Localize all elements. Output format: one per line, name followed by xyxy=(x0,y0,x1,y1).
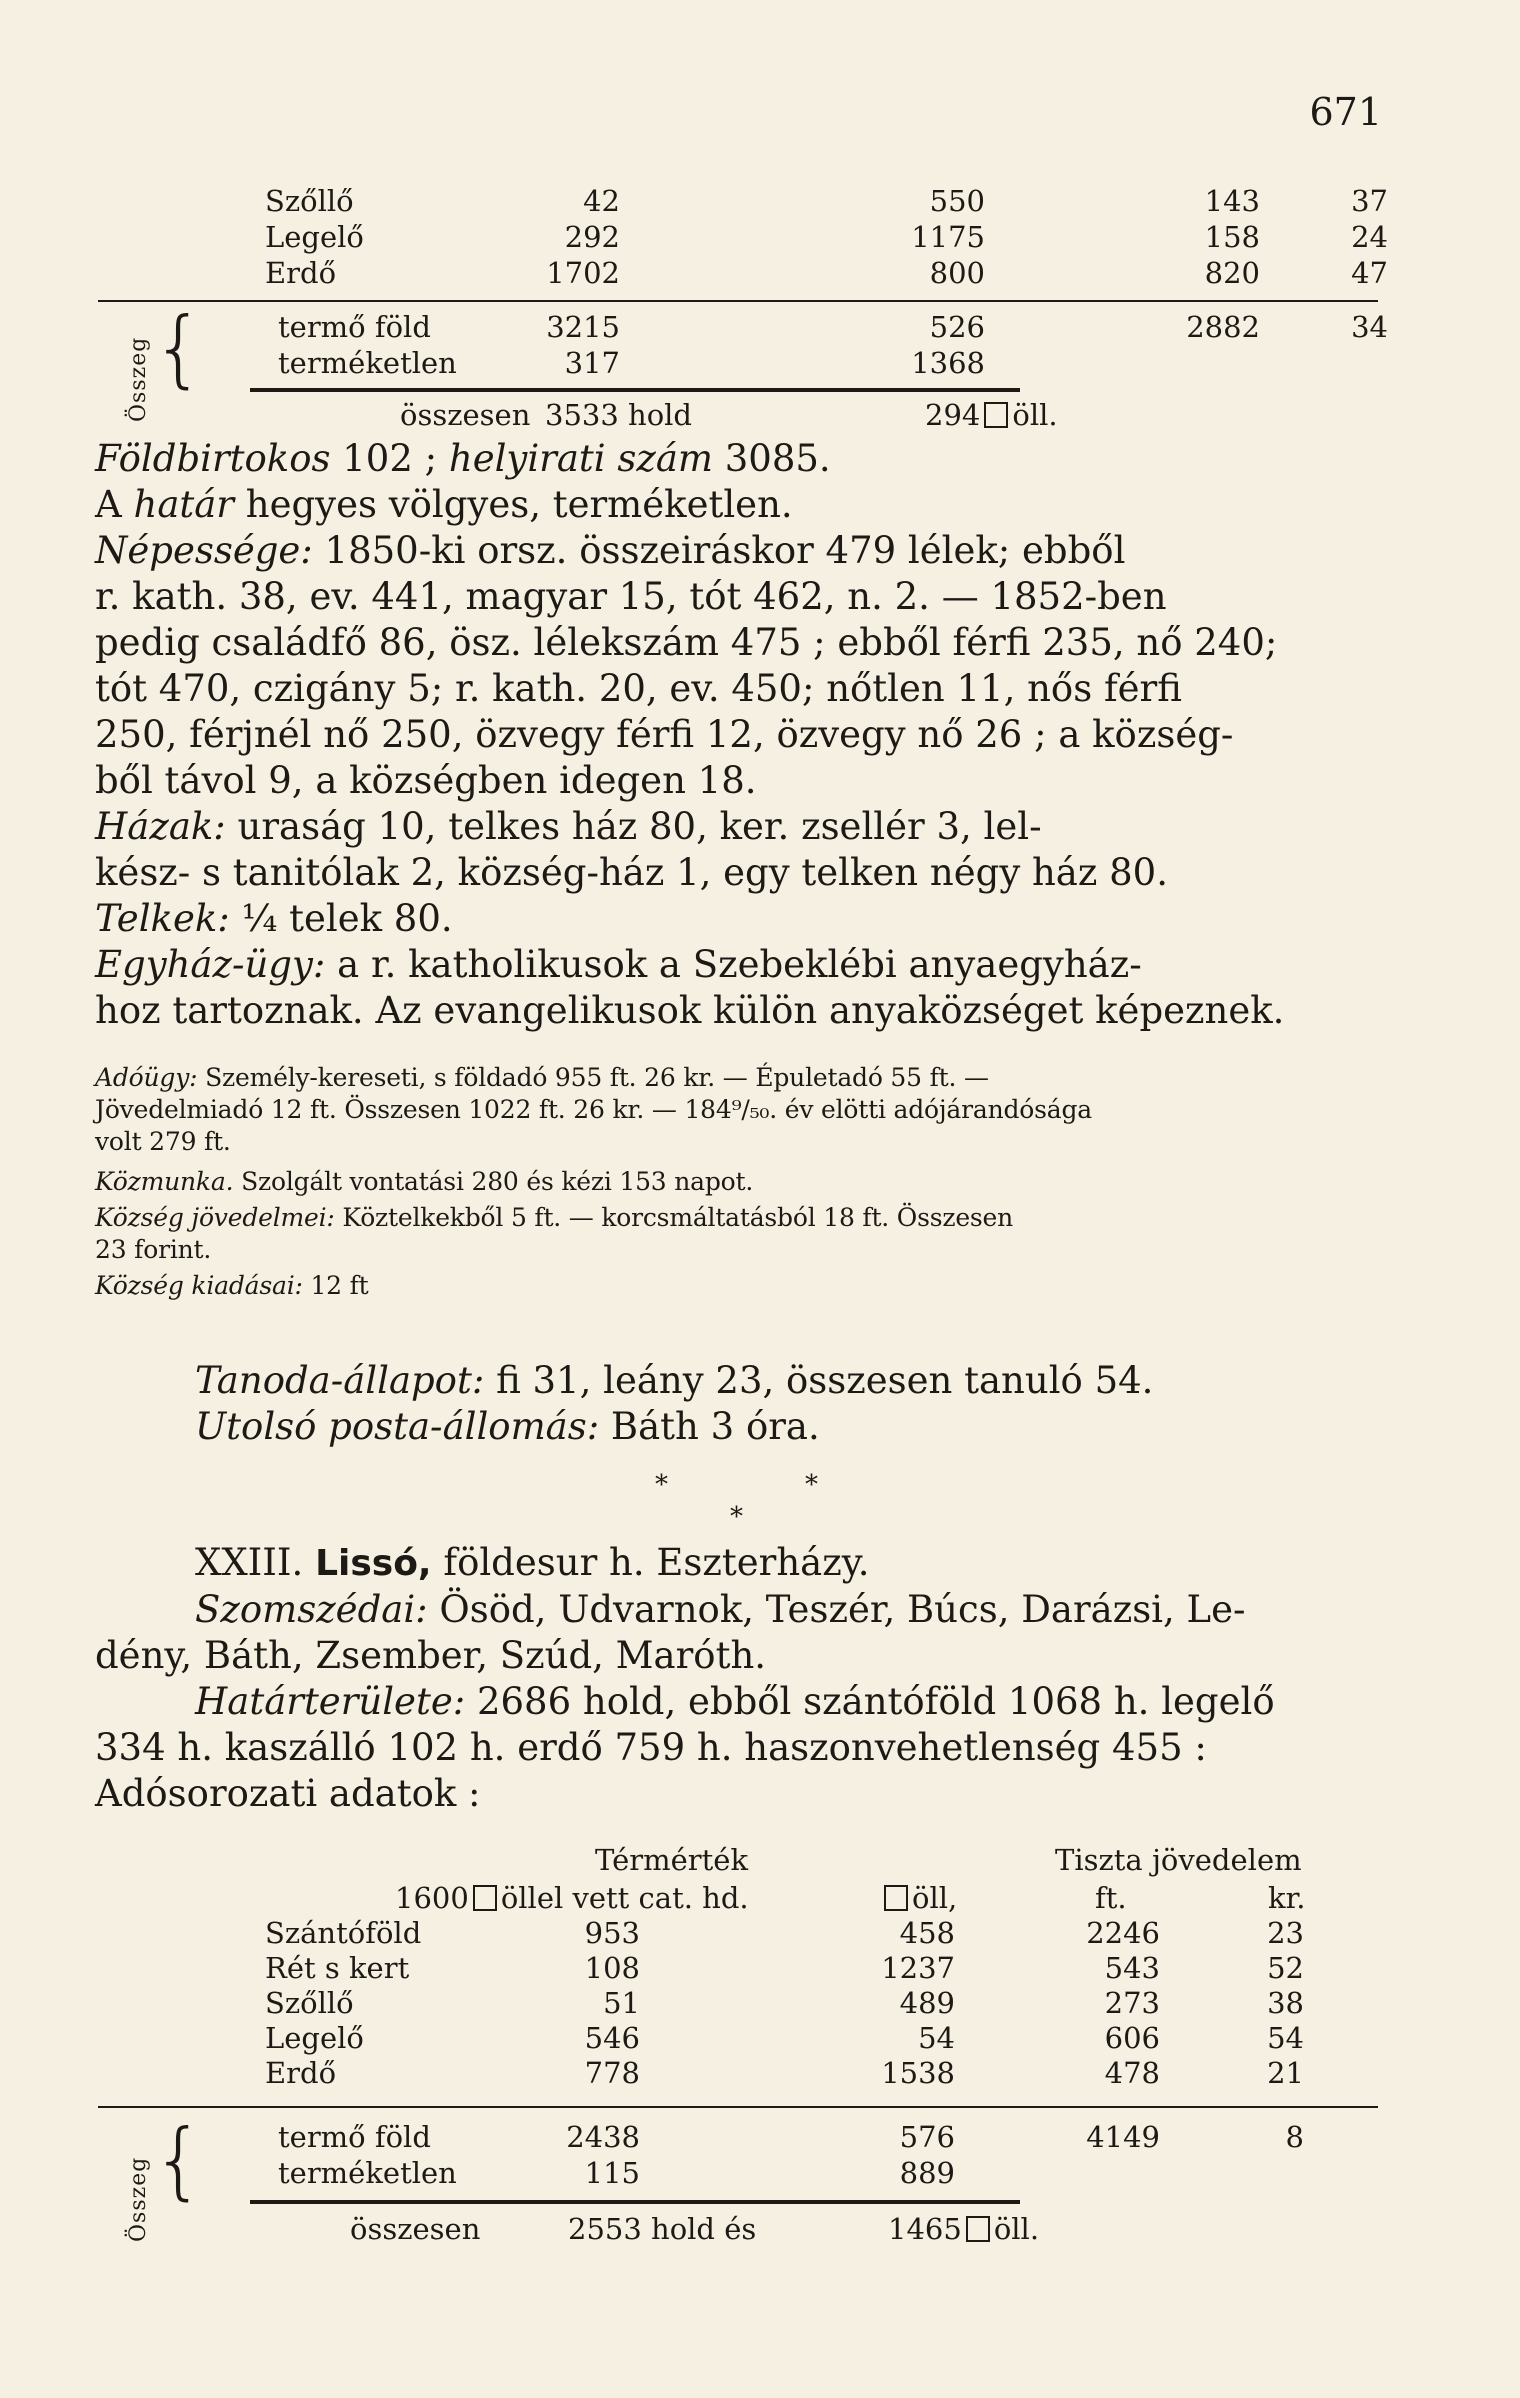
text-line: pedig családfő 86, ösz. lélekszám 475 ; ebből férfi 235, nő 240; xyxy=(95,621,1278,664)
table-row xyxy=(0,220,1520,254)
column-header: 1600 öllel vett cat. hd. xyxy=(395,1881,749,1915)
ol-value: 526 xyxy=(929,310,985,344)
total-label: összesen xyxy=(400,398,531,432)
ol-value: 54 xyxy=(918,2021,955,2055)
total-ol: 294 öll. xyxy=(925,398,1058,432)
table-row xyxy=(0,2021,1520,2055)
square-glyph-icon xyxy=(473,1885,497,1911)
paragraph: A határ hegyes völgyes, terméketlen. xyxy=(95,483,793,526)
total-hold: 2553 hold és xyxy=(568,2212,757,2246)
table-row xyxy=(0,2156,1520,2190)
text-line: r. kath. 38, ev. 441, magyar 15, tót 462, n. 2. — 1852-ben xyxy=(95,575,1167,618)
kr-value: 47 xyxy=(1351,256,1388,290)
text-block xyxy=(95,1358,1435,1450)
divider xyxy=(250,388,1020,392)
row-label: Szőllő xyxy=(265,1986,354,2020)
table-row xyxy=(0,310,1520,344)
table-total-row xyxy=(0,2212,1520,2246)
text-line: tót 470, czigány 5; r. kath. 20, ev. 450; nőtlen 11, nős férfi xyxy=(95,667,1182,710)
ol-value: 458 xyxy=(899,1916,955,1950)
row-label: Erdő xyxy=(265,2056,337,2090)
ft-value: 2246 xyxy=(1086,1916,1160,1950)
ol-value: 1368 xyxy=(911,346,985,380)
paragraph: Népessége: 1850-ki orsz. összeiráskor 479 lélek; ebből xyxy=(95,529,1126,572)
paragraph: Határterülete: 2686 hold, ebből szántóföld 1068 h. legelő xyxy=(195,1680,1275,1723)
column-header: öll, xyxy=(880,1881,957,1915)
column-header: ft. xyxy=(1095,1881,1127,1915)
ft-value: 4149 xyxy=(1086,2120,1160,2154)
ol-value: 889 xyxy=(899,2156,955,2190)
hold-value: 108 xyxy=(584,1951,640,1985)
table-row xyxy=(0,1951,1520,1985)
section-heading: XXIII. Lissó, földesur h. Eszterházy. xyxy=(195,1541,870,1584)
side-label: Összeg xyxy=(126,336,151,422)
table-row xyxy=(0,256,1520,290)
square-glyph-icon xyxy=(884,1885,908,1911)
text-line: dény, Báth, Zsember, Szúd, Maróth. xyxy=(95,1634,767,1677)
ol-value: 1538 xyxy=(881,2056,955,2090)
kr-value: 8 xyxy=(1285,2120,1304,2154)
table-row xyxy=(0,2120,1520,2154)
square-glyph-icon xyxy=(984,402,1008,428)
text-line: kész- s tanitólak 2, község-ház 1, egy telken négy ház 80. xyxy=(95,851,1168,894)
paragraph: Szomszédai: Ösöd, Udvarnok, Teszér, Búcs, Darázsi, Le- xyxy=(195,1588,1246,1631)
total-hold: 3533 hold xyxy=(545,398,692,432)
asterism-star: * xyxy=(655,1470,668,1500)
column-header: Tiszta jövedelem xyxy=(1055,1843,1302,1877)
kr-value: 23 xyxy=(1267,1916,1304,1950)
ol-value: 1175 xyxy=(911,220,985,254)
text-line: Jövedelmiadó 12 ft. Összesen 1022 ft. 26 kr. — 184⁹/₅₀. év elötti adójárandósága xyxy=(95,1095,1092,1124)
side-label: Összeg xyxy=(126,2156,151,2242)
paragraph: Földbirtokos 102 ; helyirati szám 3085. xyxy=(95,437,831,480)
ft-value: 543 xyxy=(1104,1951,1160,1985)
ft-value: 158 xyxy=(1204,220,1260,254)
table-row xyxy=(0,2056,1520,2090)
divider xyxy=(98,300,1378,302)
kr-value: 52 xyxy=(1267,1951,1304,1985)
hold-value: 778 xyxy=(584,2056,640,2090)
hold-value: 3215 xyxy=(546,310,620,344)
text-line: volt 279 ft. xyxy=(95,1127,231,1156)
row-label: Legelő xyxy=(265,220,364,254)
table-header-row xyxy=(0,1881,1520,1915)
paragraph: Telkek: ¼ telek 80. xyxy=(95,897,453,940)
ol-value: 1237 xyxy=(881,1951,955,1985)
kr-value: 37 xyxy=(1351,184,1388,218)
asterism-star: * xyxy=(730,1502,743,1532)
table-total-row xyxy=(0,398,1520,432)
asterism-star: * xyxy=(805,1470,818,1500)
paragraph: Község jövedelmei: Köztelkekből 5 ft. — korcsmáltatásból 18 ft. Összesen xyxy=(95,1203,1014,1232)
table-row xyxy=(0,184,1520,218)
page-number: 671 xyxy=(1309,90,1382,134)
row-label: terméketlen xyxy=(278,2156,457,2190)
row-label: Erdő xyxy=(265,256,337,290)
paragraph: Tanoda-állapot: fi 31, leány 23, összesen tanuló 54. xyxy=(195,1359,1154,1402)
row-label: termő föld xyxy=(278,2120,431,2154)
hold-value: 317 xyxy=(564,346,620,380)
ol-value: 576 xyxy=(899,2120,955,2154)
table-row xyxy=(0,346,1520,380)
ft-value: 143 xyxy=(1204,184,1260,218)
text-line: Adósorozati adatok : xyxy=(95,1772,481,1815)
brace: { xyxy=(152,2111,206,2209)
kr-value: 24 xyxy=(1351,220,1388,254)
hold-value: 546 xyxy=(584,2021,640,2055)
text-line: ből távol 9, a községben idegen 18. xyxy=(95,759,757,802)
kr-value: 21 xyxy=(1267,2056,1304,2090)
ft-value: 273 xyxy=(1104,1986,1160,2020)
paragraph: Egyház-ügy: a r. katholikusok a Szebeklébi anyaegyház- xyxy=(95,943,1142,986)
text-block xyxy=(95,436,1435,1034)
row-label: Legelő xyxy=(265,2021,364,2055)
hold-value: 953 xyxy=(584,1916,640,1950)
ol-value: 800 xyxy=(929,256,985,290)
row-label: Szőllő xyxy=(265,184,354,218)
ft-value: 606 xyxy=(1104,2021,1160,2055)
table-row xyxy=(0,1916,1520,1950)
divider xyxy=(250,2200,1020,2204)
hold-value: 2438 xyxy=(566,2120,640,2154)
ft-value: 2882 xyxy=(1186,310,1260,344)
paragraph: Adóügy: Személy-kereseti, s földadó 955 ft. 26 kr. — Épuletadó 55 ft. — xyxy=(95,1063,989,1092)
column-header: Térmérték xyxy=(595,1843,749,1877)
row-label: termő föld xyxy=(278,310,431,344)
row-label: terméketlen xyxy=(278,346,457,380)
ol-value: 489 xyxy=(899,1986,955,2020)
kr-value: 38 xyxy=(1267,1986,1304,2020)
divider xyxy=(98,2106,1378,2108)
small-print-block xyxy=(95,1062,1435,1302)
hold-value: 115 xyxy=(584,2156,640,2190)
table-header-row xyxy=(0,1843,1520,1877)
total-label: összesen xyxy=(350,2212,481,2246)
hold-value: 51 xyxy=(603,1986,640,2020)
text-line: 334 h. kaszálló 102 h. erdő 759 h. haszonvehetlenség 455 : xyxy=(95,1726,1207,1769)
hold-value: 292 xyxy=(564,220,620,254)
row-label: Rét s kert xyxy=(265,1951,410,1985)
brace: { xyxy=(152,299,206,397)
ft-value: 820 xyxy=(1204,256,1260,290)
total-ol: 1465 öll. xyxy=(888,2212,1040,2246)
square-glyph-icon xyxy=(966,2216,990,2242)
paragraph: Utolsó posta-állomás: Báth 3 óra. xyxy=(195,1405,820,1448)
text-block xyxy=(95,1540,1435,1817)
kr-value: 54 xyxy=(1267,2021,1304,2055)
ft-value: 478 xyxy=(1104,2056,1160,2090)
hold-value: 42 xyxy=(583,184,620,218)
kr-value: 34 xyxy=(1351,310,1388,344)
paragraph: Házak: uraság 10, telkes ház 80, ker. zsellér 3, lel- xyxy=(95,805,1042,848)
text-line: hoz tartoznak. Az evangelikusok külön anyaközséget képeznek. xyxy=(95,989,1285,1032)
ol-value: 550 xyxy=(929,184,985,218)
paragraph: Közmunka. Szolgált vontatási 280 és kézi 153 napot. xyxy=(95,1167,754,1196)
paragraph: Község kiadásai: 12 ft xyxy=(95,1271,369,1300)
text-line: 23 forint. xyxy=(95,1235,212,1264)
column-header: kr. xyxy=(1268,1881,1306,1915)
text-line: 250, férjnél nő 250, özvegy férfi 12, özvegy nő 26 ; a község- xyxy=(95,713,1234,756)
table-row xyxy=(0,1986,1520,2020)
hold-value: 1702 xyxy=(546,256,620,290)
row-label: Szántóföld xyxy=(265,1916,422,1950)
